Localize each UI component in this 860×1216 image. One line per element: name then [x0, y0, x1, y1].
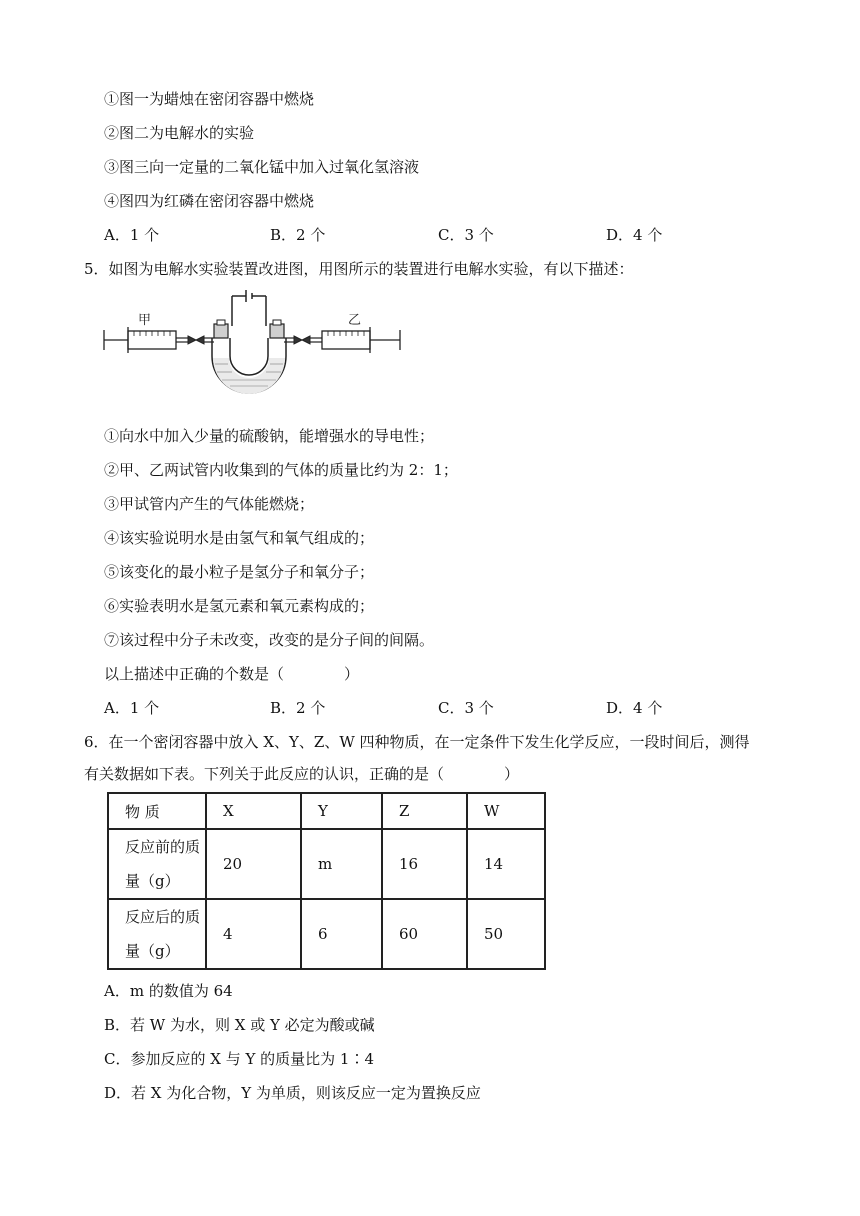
header-substance: 物 质	[108, 793, 206, 829]
row-after-label-a: 反应后的质	[125, 908, 201, 926]
q6-option-c: C．参加反应的 X 与 Y 的质量比为 1∶4	[104, 1050, 374, 1068]
q4-choice-b: B．2 个	[270, 226, 326, 244]
q6-data-table	[107, 792, 546, 970]
label-jia: 甲	[138, 313, 152, 328]
q6-option-a: A．m 的数值为 64	[104, 982, 233, 1000]
header-x: X	[206, 793, 301, 829]
q4-choice-c: C．3 个	[438, 226, 494, 244]
label-yi: 乙	[348, 313, 362, 328]
table-row-after	[108, 899, 545, 969]
q5-statement-3: ③甲试管内产生的气体能燃烧；	[104, 495, 315, 513]
q5-statement-4: ④该实验说明水是由氢气和氧气组成的；	[104, 529, 375, 547]
row-after-label	[108, 899, 206, 969]
cell-before-y: m	[301, 829, 382, 899]
header-w: W	[467, 793, 545, 829]
cell-after-z: 60	[382, 899, 467, 969]
q5-statement-2: ②甲、乙两试管内收集到的气体的质量比约为 2：1；	[104, 461, 458, 479]
q6-option-b: B．若 W 为水，则 X 或 Y 必定为酸或碱	[104, 1016, 375, 1034]
q4-statement-4: ④图四为红磷在密闭容器中燃烧	[104, 192, 315, 210]
right-syringe	[322, 327, 400, 353]
q5-statement-5: ⑤该变化的最小粒子是氢分子和氧分子；	[104, 563, 375, 581]
water	[213, 358, 285, 394]
q6-stem-line2: 有关数据如下表。下列关于此反应的认识，正确的是（ ）	[84, 765, 520, 783]
row-before-label-b: 量（g）	[125, 872, 180, 890]
q4-statement-2: ②图二为电解水的实验	[104, 124, 255, 142]
cell-before-w: 14	[467, 829, 545, 899]
header-y: Y	[301, 793, 382, 829]
table-row-header	[108, 793, 545, 829]
header-z: Z	[382, 793, 467, 829]
row-before-label-a: 反应前的质	[125, 838, 201, 856]
cell-after-y: 6	[301, 899, 382, 969]
q4-choice-a: A．1 个	[104, 226, 160, 244]
row-before-label	[108, 829, 206, 899]
q5-choice-b: B．2 个	[270, 699, 326, 717]
cell-after-x: 4	[206, 899, 301, 969]
q5-choice-c: C．3 个	[438, 699, 494, 717]
right-valve-icon	[294, 336, 310, 344]
q5-stem: 5．如图为电解水实验装置改进图，用图所示的装置进行电解水实验，有以下描述：	[84, 260, 634, 278]
q5-choice-d: D．4 个	[606, 699, 663, 717]
cell-before-z: 16	[382, 829, 467, 899]
q6-option-d: D．若 X 为化合物，Y 为单质，则该反应一定为置换反应	[104, 1084, 481, 1102]
left-valve-icon	[188, 336, 204, 344]
table-row-before	[108, 829, 545, 899]
q5-statement-6: ⑥实验表明水是氢元素和氧元素构成的；	[104, 597, 375, 615]
q5-choice-a: A．1 个	[104, 699, 160, 717]
q5-question: 以上描述中正确的个数是（ ）	[104, 665, 360, 683]
row-after-label-b: 量（g）	[125, 942, 180, 960]
q4-statement-3: ③图三向一定量的二氧化锰中加入过氧化氢溶液	[104, 158, 420, 176]
left-syringe	[104, 327, 176, 353]
q5-statement-1: ①向水中加入少量的硫酸钠，能增强水的导电性；	[104, 427, 435, 445]
battery-icon	[232, 290, 266, 326]
cell-after-w: 50	[467, 899, 545, 969]
q4-choice-d: D．4 个	[606, 226, 663, 244]
electrolysis-apparatus-figure	[100, 286, 410, 396]
q6-stem-line1: 6．在一个密闭容器中放入 X、Y、Z、W 四种物质，在一定条件下发生化学反应，一段时间后，测得	[84, 733, 750, 751]
q4-statement-1: ①图一为蜡烛在密闭容器中燃烧	[104, 90, 315, 108]
cell-before-x: 20	[206, 829, 301, 899]
q5-statement-7: ⑦该过程中分子未改变，改变的是分子间的间隔。	[104, 631, 435, 649]
